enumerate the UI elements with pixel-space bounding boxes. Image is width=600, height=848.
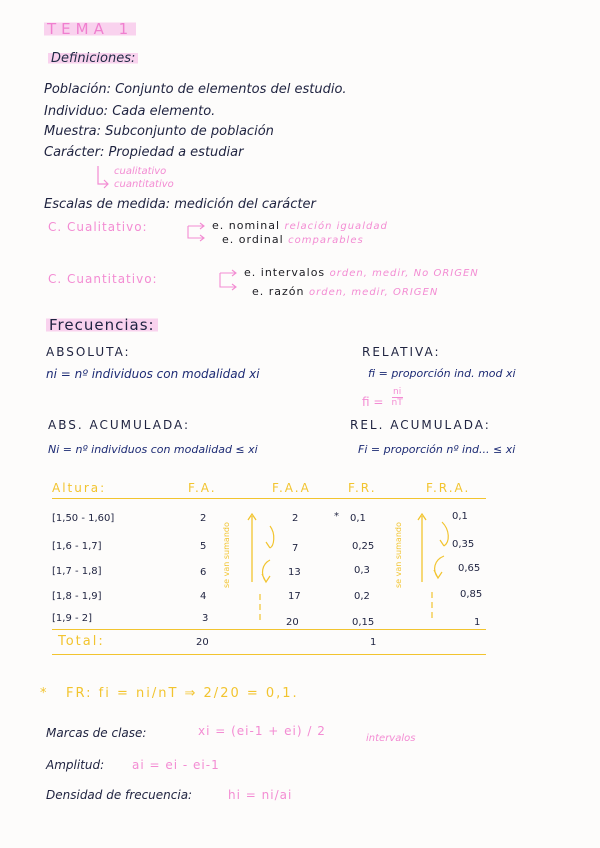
- relativa-formula: [362, 387, 403, 408]
- scale-note: comparables: [288, 235, 364, 246]
- formula-amplitud-label: Amplitud:: [46, 758, 105, 772]
- definition-muestra: [44, 124, 274, 139]
- quantitative-label: C. Cuantitativo:: [48, 272, 158, 286]
- table-header-faa: F.A.A: [272, 481, 311, 495]
- scale-name: e. ordinal: [222, 233, 284, 246]
- side-note-fra: se van sumando: [394, 522, 403, 588]
- table-total-fr: 1: [370, 637, 377, 648]
- table-cell-fr: 0,1: [350, 513, 366, 524]
- example-computation: FR: fi = ni/nT ⇒ 2/20 = 0,1.: [66, 686, 299, 701]
- definition-term: Población:: [44, 82, 111, 97]
- table-row-interval: [1,7 - 1,8]: [52, 566, 102, 577]
- formula-lhs: fi =: [362, 395, 384, 409]
- branch-arrow-icon: [186, 221, 208, 243]
- table-cell-fa: 2: [200, 513, 207, 524]
- definition-term: Individuo:: [44, 104, 109, 119]
- fraction-denominator: nT: [391, 398, 403, 408]
- scale-nominal: [212, 219, 388, 232]
- scale-intervalos: [244, 266, 479, 279]
- branch-arrow-icon: [218, 268, 240, 294]
- definition-desc: Propiedad a estudiar: [108, 145, 244, 160]
- character-type-cuantitativo: cuantitativo: [114, 179, 174, 190]
- table-cell-faa: 13: [288, 567, 301, 578]
- table-header-altura: Altura:: [52, 481, 107, 495]
- scale-name: e. intervalos: [244, 266, 326, 279]
- cumulative-arrow-icon: [244, 510, 284, 630]
- scale-name: e. razón: [252, 285, 305, 298]
- definition-desc: Subconjunto de población: [105, 124, 274, 139]
- fraction: [392, 387, 403, 408]
- table-bottom-divider: [52, 654, 486, 655]
- table-cell-fa: 6: [200, 567, 207, 578]
- scale-note: orden, medir, No ORIGEN: [329, 268, 479, 279]
- definition-desc: Cada elemento.: [112, 104, 216, 119]
- table-cell-fr: 0,2: [354, 591, 370, 602]
- fraction-numerator: ni: [393, 387, 402, 397]
- table-cell-fr: 0,3: [354, 565, 370, 576]
- scale-name: e. nominal: [212, 219, 281, 232]
- table-row-interval: [1,50 - 1,60]: [52, 513, 115, 524]
- table-cell-faa: 20: [286, 617, 299, 628]
- scale-razon: [252, 285, 438, 298]
- cumulative-arrow-icon: [414, 510, 458, 630]
- table-total-label: Total:: [58, 634, 105, 649]
- scale-note: relación igualdad: [284, 221, 388, 232]
- definition-term: Carácter:: [44, 145, 105, 160]
- table-cell-fra: 1: [474, 617, 481, 628]
- formula-marcas-label: Marcas de clase:: [46, 726, 147, 740]
- table-row-interval: [1,6 - 1,7]: [52, 541, 102, 552]
- bracket-arrow-icon: [94, 164, 114, 190]
- table-header-divider: [52, 498, 486, 499]
- definition-individuo: [44, 104, 215, 119]
- table-header-fra: F.R.A.: [426, 481, 471, 495]
- table-cell-faa: 17: [288, 591, 301, 602]
- qualitative-label: C. Cualitativo:: [48, 220, 148, 234]
- formula-marcas-note: intervalos: [366, 733, 416, 744]
- table-cell-fr: 0,15: [352, 617, 375, 628]
- scales-heading: Escalas de medida: medición del carácter: [44, 197, 316, 212]
- table-total-fa: 20: [196, 637, 209, 648]
- frequencies-heading: Frecuencias:: [46, 316, 158, 334]
- relativa-label: RELATIVA:: [362, 345, 441, 359]
- absoluta-label: ABSOLUTA:: [46, 345, 131, 359]
- character-type-cualitativo: cualitativo: [114, 166, 167, 177]
- definition-desc: Conjunto de elementos del estudio.: [115, 82, 347, 97]
- formula-densidad-label: Densidad de frecuencia:: [46, 788, 193, 802]
- table-row-interval: [1,8 - 1,9]: [52, 591, 102, 602]
- formula-amplitud: ai = ei - ei-1: [132, 758, 220, 772]
- table-cell-fa: 3: [202, 613, 209, 624]
- table-cell-fr: 0,25: [352, 541, 375, 552]
- definition-caracter: [44, 145, 243, 160]
- rel-acumulada-label: REL. ACUMULADA:: [350, 418, 491, 432]
- table-cell-fa: 5: [200, 541, 207, 552]
- asterisk-marker: *: [334, 511, 339, 522]
- table-cell-fra: 0,1: [452, 511, 468, 522]
- table-cell-faa: 7: [292, 543, 299, 554]
- formula-densidad: hi = ni/ai: [228, 788, 293, 802]
- definitions-heading: Definiciones:: [48, 51, 138, 66]
- abs-acumulada-definition: Ni = nº individuos con modalidad ≤ xi: [48, 443, 258, 456]
- table-cell-fra: 0,35: [452, 539, 475, 550]
- table-row-interval: [1,9 - 2]: [52, 613, 93, 624]
- side-note-faa: se van sumando: [222, 522, 231, 588]
- scale-ordinal: [222, 233, 364, 246]
- page-title: TEMA 1: [44, 20, 136, 38]
- abs-acumulada-label: ABS. ACUMULADA:: [48, 418, 191, 432]
- table-cell-fra: 0,85: [460, 589, 483, 600]
- table-header-fr: F.R.: [348, 481, 377, 495]
- formula-marcas: xi = (ei-1 + ei) / 2: [198, 724, 326, 738]
- scale-note: orden, medir, ORIGEN: [309, 287, 439, 298]
- table-cell-faa: 2: [292, 513, 299, 524]
- definition-term: Muestra:: [44, 124, 102, 139]
- rel-acumulada-definition: Fi = proporción nº ind... ≤ xi: [358, 443, 516, 456]
- definition-poblacion: [44, 82, 347, 97]
- table-header-fa: F.A.: [188, 481, 217, 495]
- table-cell-fra: 0,65: [458, 563, 481, 574]
- table-cell-fa: 4: [200, 591, 207, 602]
- relativa-definition: fi = proporción ind. mod xi: [368, 367, 516, 380]
- absoluta-definition: ni = nº individuos con modalidad xi: [46, 367, 260, 381]
- example-asterisk: *: [40, 686, 47, 701]
- table-total-divider: [52, 629, 486, 630]
